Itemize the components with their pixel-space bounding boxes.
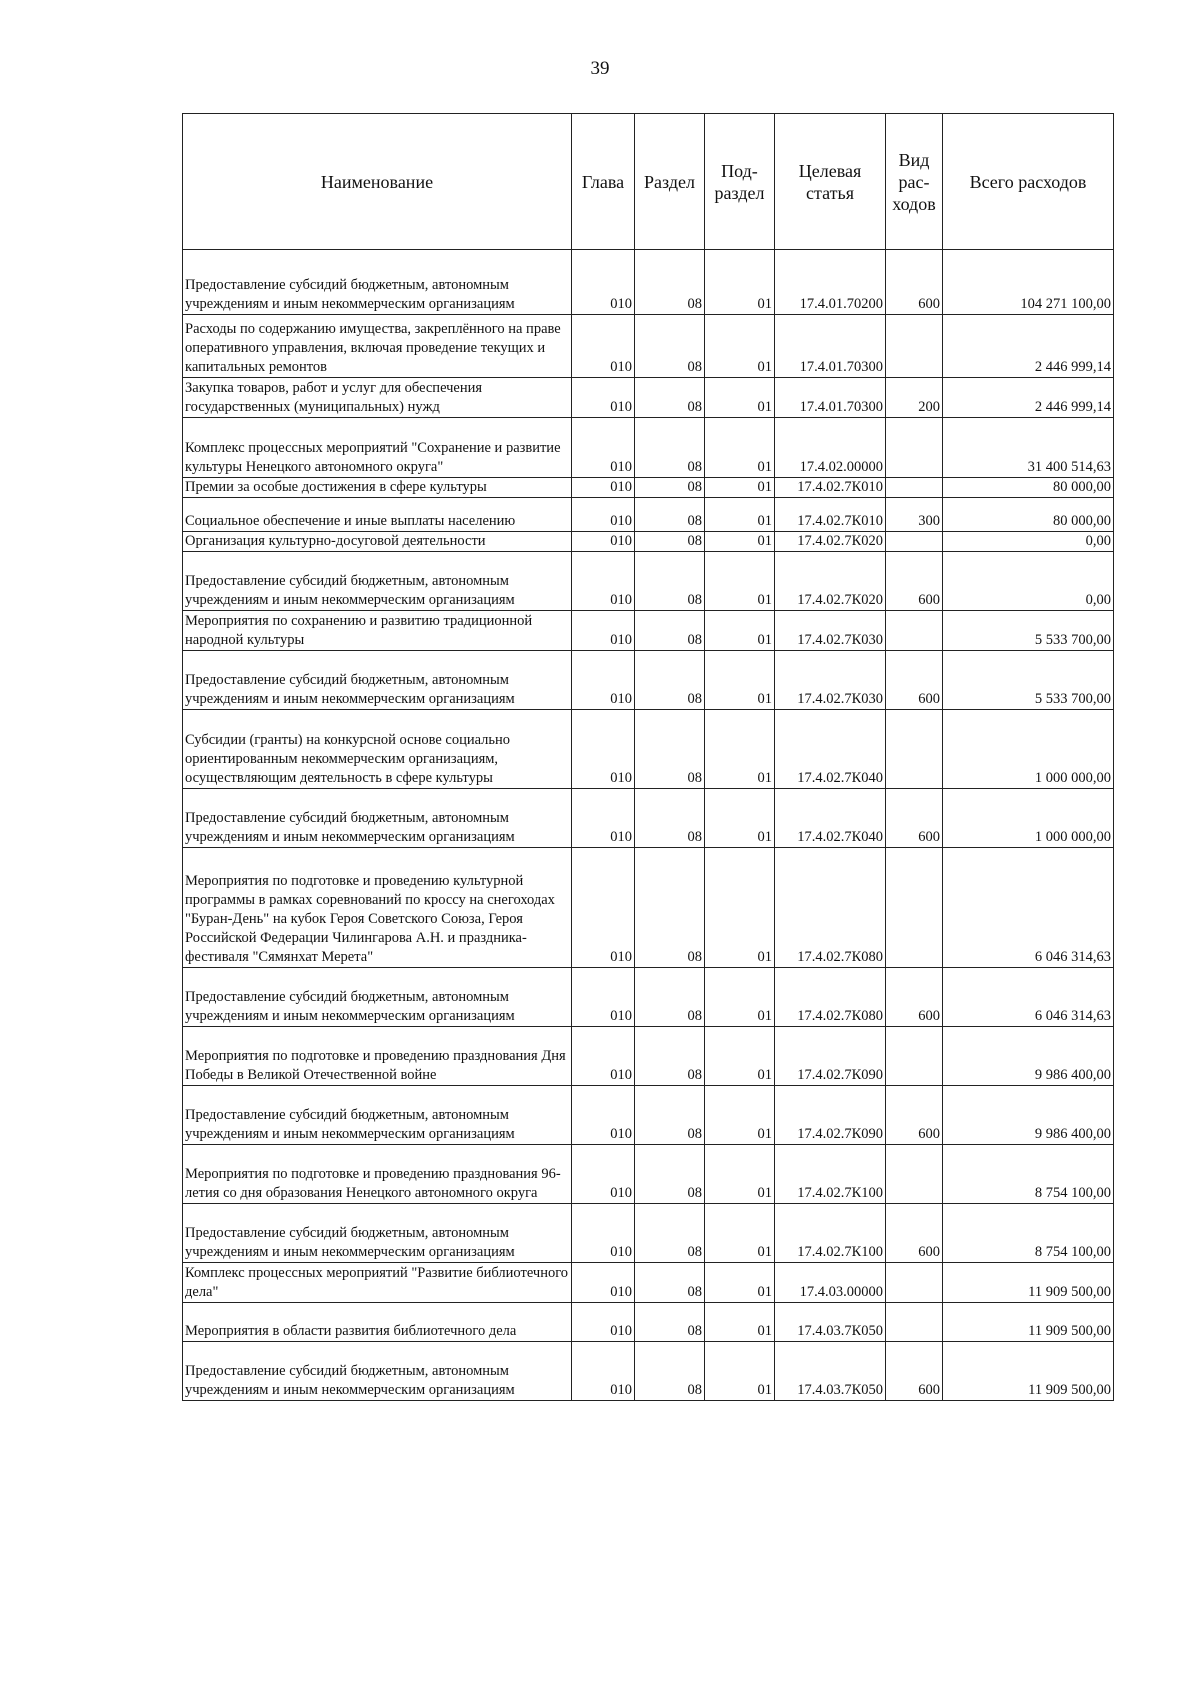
cell-glava: 010 [572,1204,635,1263]
cell-glava: 010 [572,710,635,789]
cell-podrazdel: 01 [705,651,775,710]
cell-statya: 17.4.02.7К040 [775,710,886,789]
cell-glava: 010 [572,1342,635,1401]
cell-podrazdel: 01 [705,532,775,552]
cell-total: 80 000,00 [943,498,1114,532]
cell-statya: 17.4.02.7К010 [775,478,886,498]
cell-vid: 600 [886,250,943,315]
cell-glava: 010 [572,1086,635,1145]
cell-vid [886,532,943,552]
header-statya: Целевая статья [775,114,886,250]
cell-glava: 010 [572,532,635,552]
header-vid: Вид рас- ходов [886,114,943,250]
table-row [183,478,1114,498]
cell-total: 9 986 400,00 [943,1027,1114,1086]
cell-total: 1 000 000,00 [943,710,1114,789]
table-row [183,552,1114,611]
budget-table [182,113,1114,1401]
cell-podrazdel: 01 [705,1086,775,1145]
cell-statya: 17.4.02.7К100 [775,1204,886,1263]
cell-name: Расходы по содержанию имущества, закреплённого на праве оперативного управления, включая проведение текущих и капитальных ремонтов [183,315,572,378]
cell-glava: 010 [572,611,635,651]
cell-statya: 17.4.03.7К050 [775,1303,886,1342]
cell-vid [886,478,943,498]
cell-name: Предоставление субсидий бюджетным, автономным учреждениям и иным некоммерческим организациям [183,651,572,710]
cell-statya: 17.4.02.7К040 [775,789,886,848]
cell-razdel: 08 [635,651,705,710]
table-row [183,418,1114,478]
cell-glava: 010 [572,651,635,710]
cell-total: 0,00 [943,552,1114,611]
table-row [183,1204,1114,1263]
cell-statya: 17.4.02.00000 [775,418,886,478]
table-row [183,968,1114,1027]
table-row [183,848,1114,968]
cell-razdel: 08 [635,1086,705,1145]
cell-total: 1 000 000,00 [943,789,1114,848]
cell-razdel: 08 [635,478,705,498]
table-row [183,710,1114,789]
cell-name: Мероприятия по подготовке и проведению культурной программы в рамках соревнований по кроссу на снегоходах "Буран-День" на кубок Героя Советского Союза, Героя Российской Федерации Чилингарова А.Н. и праздника-фестиваля "Сямянхат Мерета" [183,848,572,968]
table-row [183,498,1114,532]
cell-glava: 010 [572,315,635,378]
cell-glava: 010 [572,848,635,968]
cell-razdel: 08 [635,1303,705,1342]
cell-razdel: 08 [635,1027,705,1086]
cell-total: 9 986 400,00 [943,1086,1114,1145]
cell-vid [886,1263,943,1303]
cell-podrazdel: 01 [705,418,775,478]
table-row [183,1145,1114,1204]
cell-razdel: 08 [635,848,705,968]
table-header-row [183,114,1114,250]
cell-vid [886,1027,943,1086]
cell-total: 104 271 100,00 [943,250,1114,315]
header-name: Наименование [183,114,572,250]
cell-statya: 17.4.01.70200 [775,250,886,315]
cell-podrazdel: 01 [705,1263,775,1303]
cell-vid: 600 [886,651,943,710]
table-row [183,1027,1114,1086]
cell-name: Предоставление субсидий бюджетным, автономным учреждениям и иным некоммерческим организациям [183,552,572,611]
cell-razdel: 08 [635,418,705,478]
cell-vid [886,1145,943,1204]
cell-vid: 300 [886,498,943,532]
cell-name: Мероприятия по подготовке и проведению празднования 96-летия со дня образования Ненецкого автономного округа [183,1145,572,1204]
table-row [183,1263,1114,1303]
cell-vid [886,611,943,651]
cell-podrazdel: 01 [705,1145,775,1204]
cell-razdel: 08 [635,378,705,418]
cell-total: 80 000,00 [943,478,1114,498]
cell-glava: 010 [572,968,635,1027]
cell-vid: 600 [886,552,943,611]
cell-statya: 17.4.03.7К050 [775,1342,886,1401]
cell-name: Предоставление субсидий бюджетным, автономным учреждениям и иным некоммерческим организациям [183,250,572,315]
cell-razdel: 08 [635,1263,705,1303]
cell-name: Предоставление субсидий бюджетным, автономным учреждениям и иным некоммерческим организациям [183,968,572,1027]
cell-glava: 010 [572,250,635,315]
table-row [183,1342,1114,1401]
cell-total: 6 046 314,63 [943,968,1114,1027]
cell-total: 8 754 100,00 [943,1145,1114,1204]
cell-name: Закупка товаров, работ и услуг для обеспечения государственных (муниципальных) нужд [183,378,572,418]
cell-glava: 010 [572,1303,635,1342]
table-row [183,250,1114,315]
cell-vid: 600 [886,968,943,1027]
cell-razdel: 08 [635,710,705,789]
cell-glava: 010 [572,1027,635,1086]
cell-total: 11 909 500,00 [943,1342,1114,1401]
header-razdel: Раздел [635,114,705,250]
cell-name: Субсидии (гранты) на конкурсной основе социально ориентированным некоммерческим организациям, осуществляющим деятельность в сфере культуры [183,710,572,789]
table-row [183,315,1114,378]
cell-glava: 010 [572,418,635,478]
cell-name: Мероприятия по сохранению и развитию традиционной народной культуры [183,611,572,651]
cell-podrazdel: 01 [705,848,775,968]
table-row [183,378,1114,418]
cell-total: 2 446 999,14 [943,378,1114,418]
cell-podrazdel: 01 [705,1204,775,1263]
cell-total: 5 533 700,00 [943,611,1114,651]
cell-podrazdel: 01 [705,710,775,789]
cell-glava: 010 [572,1263,635,1303]
cell-total: 11 909 500,00 [943,1263,1114,1303]
cell-podrazdel: 01 [705,250,775,315]
cell-razdel: 08 [635,250,705,315]
cell-razdel: 08 [635,552,705,611]
cell-name: Комплекс процессных мероприятий "Развитие библиотечного дела" [183,1263,572,1303]
cell-total: 2 446 999,14 [943,315,1114,378]
cell-vid [886,418,943,478]
cell-podrazdel: 01 [705,968,775,1027]
cell-razdel: 08 [635,789,705,848]
cell-vid: 600 [886,789,943,848]
cell-glava: 010 [572,478,635,498]
cell-podrazdel: 01 [705,1027,775,1086]
cell-vid [886,848,943,968]
cell-total: 31 400 514,63 [943,418,1114,478]
cell-statya: 17.4.03.00000 [775,1263,886,1303]
cell-glava: 010 [572,789,635,848]
cell-razdel: 08 [635,1342,705,1401]
cell-razdel: 08 [635,968,705,1027]
cell-statya: 17.4.02.7К030 [775,651,886,710]
cell-statya: 17.4.02.7К090 [775,1086,886,1145]
cell-statya: 17.4.02.7К020 [775,552,886,611]
cell-statya: 17.4.02.7К080 [775,848,886,968]
cell-statya: 17.4.02.7К080 [775,968,886,1027]
cell-podrazdel: 01 [705,1342,775,1401]
cell-razdel: 08 [635,1204,705,1263]
cell-glava: 010 [572,552,635,611]
cell-total: 6 046 314,63 [943,848,1114,968]
table-body [183,250,1114,1401]
cell-total: 11 909 500,00 [943,1303,1114,1342]
cell-name: Предоставление субсидий бюджетным, автономным учреждениям и иным некоммерческим организациям [183,1342,572,1401]
table-row [183,1303,1114,1342]
cell-podrazdel: 01 [705,789,775,848]
cell-name: Предоставление субсидий бюджетным, автономным учреждениям и иным некоммерческим организациям [183,1204,572,1263]
cell-razdel: 08 [635,611,705,651]
cell-vid: 600 [886,1204,943,1263]
cell-statya: 17.4.02.7К030 [775,611,886,651]
cell-glava: 010 [572,498,635,532]
cell-podrazdel: 01 [705,498,775,532]
cell-name: Комплекс процессных мероприятий "Сохранение и развитие культуры Ненецкого автономного округа" [183,418,572,478]
header-total: Всего расходов [943,114,1114,250]
cell-name: Предоставление субсидий бюджетным, автономным учреждениям и иным некоммерческим организациям [183,1086,572,1145]
cell-podrazdel: 01 [705,378,775,418]
cell-vid [886,1303,943,1342]
cell-statya: 17.4.01.70300 [775,378,886,418]
header-podrazdel: Под- раздел [705,114,775,250]
table-row [183,532,1114,552]
cell-vid: 200 [886,378,943,418]
table-row [183,1086,1114,1145]
cell-glava: 010 [572,1145,635,1204]
cell-razdel: 08 [635,498,705,532]
cell-statya: 17.4.01.70300 [775,315,886,378]
table-row [183,789,1114,848]
cell-name: Социальное обеспечение и иные выплаты населению [183,498,572,532]
cell-podrazdel: 01 [705,1303,775,1342]
cell-vid: 600 [886,1086,943,1145]
cell-statya: 17.4.02.7К020 [775,532,886,552]
cell-razdel: 08 [635,315,705,378]
cell-podrazdel: 01 [705,315,775,378]
cell-vid: 600 [886,1342,943,1401]
cell-statya: 17.4.02.7К010 [775,498,886,532]
cell-razdel: 08 [635,1145,705,1204]
cell-total: 0,00 [943,532,1114,552]
cell-podrazdel: 01 [705,552,775,611]
cell-vid [886,710,943,789]
page-number: 39 [590,58,610,79]
cell-total: 8 754 100,00 [943,1204,1114,1263]
cell-name: Предоставление субсидий бюджетным, автономным учреждениям и иным некоммерческим организациям [183,789,572,848]
cell-razdel: 08 [635,532,705,552]
table-row [183,611,1114,651]
cell-name: Премии за особые достижения в сфере культуры [183,478,572,498]
table-row [183,651,1114,710]
cell-name: Организация культурно-досуговой деятельности [183,532,572,552]
cell-statya: 17.4.02.7К100 [775,1145,886,1204]
header-glava: Глава [572,114,635,250]
cell-name: Мероприятия по подготовке и проведению празднования Дня Победы в Великой Отечественной войне [183,1027,572,1086]
cell-podrazdel: 01 [705,478,775,498]
cell-statya: 17.4.02.7К090 [775,1027,886,1086]
cell-glava: 010 [572,378,635,418]
cell-podrazdel: 01 [705,611,775,651]
cell-vid [886,315,943,378]
cell-total: 5 533 700,00 [943,651,1114,710]
cell-name: Мероприятия в области развития библиотечного дела [183,1303,572,1342]
